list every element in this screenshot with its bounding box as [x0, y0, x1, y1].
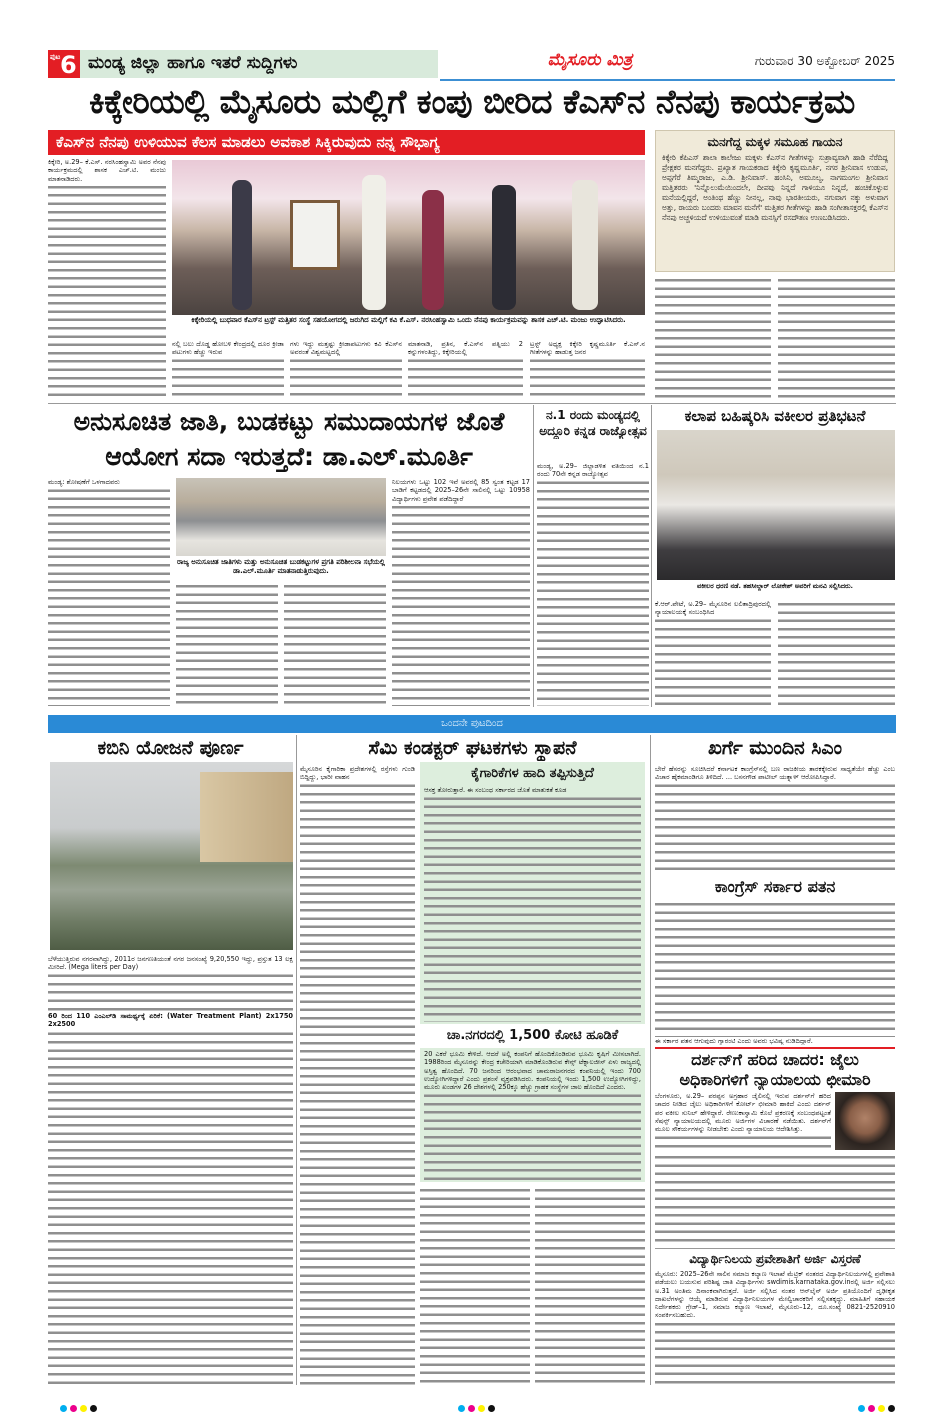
- kharge-headline: ಖರ್ಗೆ ಮುಂದಿನ ಸಿಎಂ: [707, 737, 842, 759]
- registration-dot-black: [888, 1405, 895, 1412]
- lead-column-1: ಕಿಕ್ಕೇರಿ, ಅ.29– ಕೆ.ಎಸ್. ನರಸಿಂಹಸ್ವಾಮಿ ಅವರ ನೆನಪು ಕಾರ್ಯಕ್ರಮದಲ್ಲಿ ಶಾಸಕ ಎಚ್.ಟಿ. ಮಂಜು ಮಾತನಾಡಿದರು.: [48, 158, 166, 400]
- lawyers-column-1: ಕೆ.ಆರ್.ಪೇಟೆ, ಅ.29– ಮೈಸೂರಿನ ಲಲಿತಾದ್ರಿಪುರದಲ್ಲಿ ನ್ಯಾಯಾಲಯಕ್ಕೆ ಸಂಬಂಧಿಸಿದ: [655, 600, 771, 706]
- portrait-frame: [290, 200, 340, 270]
- industry-body: ಆಸಕ್ತ ತೋರುತ್ತಾರೆ. ಈ ಸಂಬಂಧ ಸರ್ಕಾರದ ಜೊತೆ ಮಾತುಕತೆ ಕೂಡ: [424, 786, 641, 1022]
- lead-column-5: ಟ್ರಸ್ಟ್ ಅಧ್ಯಕ್ಷ ಕಿಕ್ಕೇರಿ ಕೃಷ್ಣಮೂರ್ತಿ ಕೆ.ಎಸ್.ನ ಗೀತೆಗಳನ್ನು ಹಾಡುತ್ತ ಜನರ: [530, 340, 645, 400]
- person-figure: [362, 175, 386, 310]
- industry-headline: ಕೈಗಾರಿಕೆಗಳ ಹಾದಿ ತಪ್ಪಿಸುತ್ತಿದೆ: [471, 766, 594, 781]
- lead-column-6: [655, 276, 771, 400]
- sc-headline-line1: ಅನುಸೂಚಿತ ಜಾತಿ, ಬುಡಕಟ್ಟು ಸಮುದಾಯಗಳ ಜೊತೆ: [73, 407, 505, 436]
- congress-headline: ಕಾಂಗ್ರೆಸ್ ಸರ್ಕಾರ ಪತನ: [714, 877, 836, 896]
- lead-subheadline: ಕೆಎಸ್‌ನ ನೆನಪು ಉಳಿಯುವ ಕೆಲಸ ಮಾಡಲು ಅವಕಾಶ ಸಿಕ್ಕಿರುವುದು ನನ್ನ ಸೌಭಾಗ್ಯ: [48, 130, 645, 155]
- lead-photo-caption: ಕಿಕ್ಕೇರಿಯಲ್ಲಿ ಬುಧವಾರ ಕೆಎಸ್‌ನ ಟ್ರಸ್ಟ್ ಮತ್ತಿತರ ಸಂಸ್ಥೆ ಸಹಯೋಗದಲ್ಲಿ ಜರುಗಿದ ಮಲ್ಲಿಗೆ ಕವಿ ಕೆ.ಎಸ್. ನರಸಿಂಹಸ್ವಾಮಿ ಒಂದು ನೆನಪು ಕಾರ್ಯಕ್ರಮವನ್ನು ಶಾಸಕ ಎಚ್.ಟಿ. ಮಂಜು ಉದ್ಘಾಟಿಸಿದರು.: [191, 316, 626, 324]
- newspaper-logo: ಮೈಸೂರು ಮಿತ್ರ: [547, 50, 633, 70]
- semiconductor-column: ಮೈಸೂರಿನ ಕೈಗಾರಿಕಾ ಪ್ರದೇಶಗಳಲ್ಲಿ ರಸ್ತೆಗಳು ಗುಂಡಿ ಬಿದ್ದಿದ್ದು, ಭಾರೀ ವಾಹನ: [300, 765, 415, 1385]
- lead-column-3: ಗಳು ಇದ್ದು ಮತ್ತಷ್ಟು ಕ್ರೀಡಾಪಟುಗಳು ಕವಿ ಕೆಎಸ್‌ನ ಅವರಂತೆ ವಿಶ್ವಮಟ್ಟದಲ್ಲಿ: [290, 340, 402, 400]
- sc-photo-caption: ರಾಜ್ಯ ಅನುಸೂಚಿತ ಜಾತಿಗಳು ಮತ್ತು ಅನುಸೂಚಿತ ಬುಡಕಟ್ಟುಗಳ ಪ್ರಗತಿ ಪರಿಶೀಲನಾ ಸಭೆಯಲ್ಲಿ ಡಾ.ಎಲ್.ಮೂರ್ತಿ ಮಾತನಾಡುತ್ತಿರುವುದು.: [177, 558, 385, 575]
- person-figure: [422, 190, 444, 310]
- sc-column-4: ನಿಲಯಗಳು ಒಟ್ಟು 102 ಇವೆ ಅವರಲ್ಲಿ 85 ಸ್ವಂತ ಕಟ್ಟಡ 17 ಬಾಡಿಗೆ ಕಟ್ಟಡದಲ್ಲಿ 2025–26ನೇ ಸಾಲಿನಲ್ಲಿ ಒಟ್ಟು 10958 ವಿದ್ಯಾರ್ಥಿಗಳು ಪ್ರವೇಶ ಪಡೆದಿದ್ದಾರೆ: [392, 478, 530, 706]
- divider: [655, 1248, 895, 1249]
- person-figure: [232, 180, 252, 310]
- lawyers-column-2: [778, 600, 895, 706]
- building-icon: [200, 772, 293, 862]
- sidebar-body: ಕಿಕ್ಕೇರಿ ಕೆಪಿಎಸ್ ಶಾಲಾ ಕಾಲೇಜು ಮಕ್ಕಳು ಕೆಎಸ್‌ನ ಗೀತೆಗಳನ್ನು ಸುಶ್ರಾವ್ಯವಾಗಿ ಹಾಡಿ ನೆರೆದಿದ್ದ ಪ್ರೇಕ್ಷಕರ ಮನಗೆದ್ದರು. ಪ್ರಖ್ಯಾತ ಗಾಯಕರಾದ ಕಿಕ್ಕೇರಿ ಕೃಷ್ಣಮೂರ್ತಿ, ನಗರ ಶ್ರೀನಿವಾಸ ಉಡುಪ, ಅಪ್ಪಗೆರೆ ತಿಮ್ಮರಾಜು, ಎ.ಡಿ. ಶ್ರೀನಿವಾಸ್. ಹಂಸಿನಿ, ಅಮೂಲ್ಯ, ನಾಗಮಂಗಲ ಶ್ರೀನಿವಾಸ ಮತ್ತಿತರರು 'ನಿನ್ನೊಲುಮೆಯಿಂದಲೇ, ದೀಪವು ನಿನ್ನದೆ ಗಾಳಿಯೂ ನಿನ್ನದೆ, ಹಂಚಿಕೊಳ್ಳುವ ಮನೆಯಲ್ಲಿದ್ದರೆ, ಅಂತಿಂಥ ಹೆಣ್ಣು ನೀನಲ್ಲ, ನಾವು ಭಾರತೀಯರು, ನಗುವಾಗ ನಕ್ಕು ಅಳುವಾಗ ಅತ್ತು, ರಾಯರು ಬಂದರು ಮಾವನ ಮನೆಗೆ' ಮತ್ತಿತರ ಗೀತೆಗಳನ್ನು ಹಾಡಿ ಸಂಗೀತಾಸಕ್ತರಲ್ಲಿ ಕೆಎಸ್‌ನ ನೆನಪು ಅಚ್ಚಳಿಯದೆ ಉಳಿಯುವಂತೆ ಮಾಡಿ ಮನಸ್ಸಿಗೆ ರಸದೌತಣ ಉಣಬಡಿಸಿದರು.: [662, 153, 888, 222]
- lead-headline: ಕಿಕ್ಕೇರಿಯಲ್ಲಿ ಮೈಸೂರು ಮಲ್ಲಿಗೆ ಕಂಪು ಬೀರಿದ ಕೆಎಸ್‌ನ ನೆನಪು ಕಾರ್ಯಕ್ರಮ: [89, 82, 855, 121]
- semiconductor-column-3: [535, 1186, 645, 1385]
- chamarajanagar-body: 20 ಎಕರೆ ಭೂಮಿ ಕೇಳಿದೆ. ಆದರೆ ಅಲ್ಲಿ ಕಂಪನಿಗೆ ಹೊಂದಿಕೊಂಡಿರುವ ಭೂಮಿ ಕೃಷಿಗೆ ಮೀಸಲಾಗಿದೆ. 1988ರಿಂದ ಮೈಸೂರನ್ನು ಕೇಂದ್ರ ಕಚೇರಿಯಾಗಿ ಮಾಡಿಕೊಂಡಿರುವ ಕೇನ್ಸ್ ಟೆಕ್ನಾಲಜೀಸ್ ಏಳು ರಾಜ್ಯದಲ್ಲಿ ಅಸ್ತಿತ್ವ ಹೊಂದಿದೆ. 70 ಜನರಿಂದ ಆರಂಭವಾದ ಚಾಮರಾಜನಗರದ ಕಂಪನಿಯಲ್ಲಿ ಇಂದು 700 ಉದ್ಯೋಗಿಗಳಿದ್ದಾರೆ ಎಂದು ಪ್ರಶಂಸೆ ವ್ಯಕ್ತಪಡಿಸಿದರು. ಕಂಪನಿಯಲ್ಲಿ ಇಂದು 1,500 ಉದ್ಯೋಗಿಗಳಿದ್ದು, ಮೂರು ಖಂಡಗಳ 26 ದೇಶಗಳಲ್ಲಿ 250ಕ್ಕೂ ಹೆಚ್ಚು ಗ್ರಾಹಕ ಸಂಸ್ಥೆಗಳ ಜಾಲ ಹೊಂದಿದೆ ಎಂದರು.: [424, 1050, 641, 1180]
- sc-column-1: ಮಂಡ್ಯ: ಶೋಷಣೆಗೆ ಒಳಗಾದವರು: [48, 478, 170, 706]
- lawyers-protest-photo: [657, 430, 895, 580]
- kabini-headline: ಕಬಿನಿ ಯೋಜನೆ ಪೂರ್ಣ: [97, 737, 244, 759]
- registration-dot-black: [488, 1405, 495, 1412]
- divider: [655, 1047, 895, 1049]
- divider: [296, 735, 297, 1385]
- registration-dot-magenta: [70, 1405, 77, 1412]
- continued-from-front-band: ಒಂದನೇ ಪುಟದಿಂದ: [48, 715, 896, 733]
- person-figure: [492, 185, 516, 310]
- registration-dot-black: [90, 1405, 97, 1412]
- divider: [48, 403, 896, 404]
- lawyers-headline: ಕಲಾಪ ಬಹಿಷ್ಕರಿಸಿ ವಕೀಲರ ಪ್ರತಿಭಟನೆ: [684, 407, 866, 425]
- darshan-headline-line2: ಅಧಿಕಾರಿಗಳಿಗೆ ನ್ಯಾಯಾಲಯ ಛೀಮಾರಿ: [679, 1070, 871, 1089]
- sc-column-2: [176, 582, 278, 706]
- masthead-divider: [440, 79, 895, 81]
- lead-column-2: ನಲ್ಲಿ ಬಲು ದೊಡ್ಡ ಹೋಬಳಿ ಕೇಂದ್ರದಲ್ಲಿ ದೂರ ಕ್ರೀಡಾ ಪಟುಗಳು ಹೆಚ್ಚು ಇರುವ: [172, 340, 284, 400]
- darshan-body-cont: [655, 1153, 895, 1245]
- sidebar-box: [655, 130, 895, 272]
- kabini-body: ಬೆಳೆಯುತ್ತಿರುವ ನಗರವಾಗಿದ್ದು, 2011ರ ಜನಗಣತಿಯಂತೆ ನಗರ ಜನಸಂಖ್ಯೆ 9,20,550 ಇದ್ದು, ಪ್ರಸ್ತುತ 13 ಲಕ್ಷ ಮೀರಿದೆ. (Mega liters per Day) 60 ರಿಂದ 110 ಎಂಎಲ್‌ಡಿ ಸಾಮರ್ಥ್ಯಕ್ಕೆ ಏರಿಕೆ: (Water Treatment Plant) 2x1750 2x2500: [48, 955, 293, 1385]
- sc-meeting-photo: [176, 478, 386, 556]
- issue-date: ಗುರುವಾರ 30 ಅಕ್ಟೋಬರ್ 2025: [754, 54, 895, 68]
- lawyers-photo-caption: ವಕೀಲರ ಧರಣಿ ನಡೆ. ತಹಸೀಲ್ದಾರ್ ಲೋಕೇಶ್ ಅವರಿಗೆ ಮನವಿ ಸಲ್ಲಿಸಿದರು.: [696, 582, 854, 590]
- registration-dot-cyan: [458, 1405, 465, 1412]
- registration-dot-cyan: [858, 1405, 865, 1412]
- registration-dot-yellow: [478, 1405, 485, 1412]
- section-title: ಮಂಡ್ಯ ಜಿಲ್ಲಾ ಹಾಗೂ ಇತರೆ ಸುದ್ದಿಗಳು: [80, 50, 438, 78]
- semiconductor-column-2: [420, 1186, 530, 1385]
- person-figure: [572, 180, 598, 310]
- lead-photo-event: [172, 160, 645, 315]
- sc-headline-line2: ಆಯೋಗ ಸದಾ ಇರುತ್ತದೆ: ಡಾ.ಎಲ್.ಮೂರ್ತಿ: [105, 442, 473, 471]
- rajyotsava-headline: ನ.1 ರಂದು ಮಂಡ್ಯದಲ್ಲಿ ಅದ್ದೂರಿ ಕನ್ನಡ ರಾಜ್ಯೋತ್ಸವ: [539, 408, 647, 438]
- rajyotsava-body: ಮಂಡ್ಯ, ಅ.29– ಜಿಲ್ಲಾಡಳಿತ ವತಿಯಿಂದ ನ.1 ರಂದು 70ನೇ ಕನ್ನಡ ರಾಜ್ಯೋತ್ಸವ: [537, 462, 649, 706]
- divider: [651, 405, 652, 707]
- sc-column-3: [284, 582, 386, 706]
- sidebar-title: ಮನಗೆದ್ದ ಮಕ್ಕಳ ಸಮೂಹ ಗಾಯನ: [707, 135, 843, 149]
- divider: [533, 405, 534, 707]
- kabini-reservoir-photo: [50, 762, 293, 950]
- registration-dot-magenta: [868, 1405, 875, 1412]
- registration-dot-yellow: [80, 1405, 87, 1412]
- chamarajanagar-headline: ಚಾ.ನಗರದಲ್ಲಿ 1,500 ಕೋಟಿ ಹೂಡಿಕೆ: [446, 1028, 619, 1043]
- kharge-body: ಬೇರೆ ಹೆಸರನ್ನು ಸೂಚಿಸಿದರೆ ಕರ್ನಾಟಕ ಕಾಂಗ್ರೆಸ್‌ನಲ್ಲಿ ಬಣ ರಾಜಕೀಯ ತಾರಕಕ್ಕೇರುವ ಸಾಧ್ಯತೆಯೇ ಹೆಚ್ಚು ಎಂಬ ವಿಚಾರ ಹೈಕಮಾಂಡಿಗೂ ತಿಳಿದಿದೆ. ... ಬಸನಗೌಡ ಪಾಟೀಲ್ ಯತ್ನಾಳ್ ಆರೋಪಿಸಿದ್ದಾರೆ.: [655, 765, 895, 873]
- hostel-body: ಮೈಸೂರು: 2025–26ನೇ ಸಾಲಿನ ಸಮಾಜ ಕಲ್ಯಾಣ ಇಲಾಖೆ ಮೆಟ್ರಿಕ್ ನಂತರದ ವಿದ್ಯಾರ್ಥಿನಿಲಯಗಳಲ್ಲಿ ಪ್ರವೇಶಾತಿ ಪಡೆಯಲು ಬಯಸುವ ಪರಿಶಿಷ್ಟ ಜಾತಿ ವಿದ್ಯಾರ್ಥಿಗಳು swdimis.karnataka.gov.inರಲ್ಲಿ ಅರ್ಜಿ ಸಲ್ಲಿಸಲು ಅ.31 ಅಂತಿಮ ದಿನಾಂಕವಾಗಿರುತ್ತದೆ. ಅರ್ಜಿ ಸಲ್ಲಿಸಿದ ನಂತರ ಆನ್‌ಲೈನ್ ಅರ್ಜಿ ಪ್ರತಿಯೊಂದಿಗೆ ದೃಢೀಕೃತ ದಾಖಲೆಗಳನ್ನು ಆಯ್ಕೆ ಮಾಡಿರುವ ವಿದ್ಯಾರ್ಥಿನಿಲಯಗಳ ಮೇಲ್ವಿಚಾರಕರಿಗೆ ಸಲ್ಲಿಸತಕ್ಕದ್ದು. ಮಾಹಿತಿಗೆ ಸಹಾಯಕ ನಿರ್ದೇಶಕರು ಗ್ರೇಡ್–1, ಸಮಾಜ ಕಲ್ಯಾಣ ಇಲಾಖೆ, ಮೈಸೂರು–12, ದೂ.ಸಂಖ್ಯೆ 0821-2520910 ಸಂಪರ್ಕಿಸಬಹುದು.: [655, 1270, 895, 1385]
- darshan-photo: [835, 1092, 895, 1150]
- page-number-badge: ಪುಟ 6: [48, 50, 80, 78]
- semiconductor-headline: ಸೆಮಿ ಕಂಡಕ್ಟರ್ ಘಟಕಗಳು ಸ್ಥಾಪನೆ: [368, 737, 577, 759]
- darshan-headline-line1: ದರ್ಶನ್‌ಗೆ ಹರಿದ ಚಾದರ: ಜೈಲು: [691, 1050, 859, 1069]
- hostel-headline: ವಿದ್ಯಾರ್ಥಿನಿಲಯ ಪ್ರವೇಶಾತಿಗೆ ಅರ್ಜಿ ವಿಸ್ತರಣೆ: [689, 1252, 861, 1266]
- congress-body: ಈ ಸರ್ಕಾರ ಪತನ ಆಗುವುದು ಗ್ಯಾರಂಟಿ ಎಂದು ಅವರು ಭವಿಷ್ಯ ನುಡಿದಿದ್ದಾರೆ.: [655, 900, 895, 1045]
- registration-dot-yellow: [878, 1405, 885, 1412]
- divider: [650, 735, 651, 1385]
- registration-dot-cyan: [60, 1405, 67, 1412]
- darshan-body: ಬೆಂಗಳೂರು, ಅ.29– ಪರಪ್ಪನ ಅಗ್ರಹಾರ ಜೈಲಿನಲ್ಲಿ ಇರುವ ದರ್ಶನ್‌ಗೆ ಹರಿದ ಚಾದರ ನೀಡಿದ ಜೈಲು ಅಧಿಕಾರಿಗಳಿಗೆ ಕೋರ್ಟ್ ಛೀಮಾರಿ ಹಾಕಿದೆ ಎಂದು ದರ್ಶನ್ ಪರ ವಕೀಲ ಸುನಿಲ್ ಹೇಳಿದ್ದಾರೆ. ರೇಣುಕಾಸ್ವಾಮಿ ಕೊಲೆ ಪ್ರಕರಣಕ್ಕೆ ಸಂಬಂಧಪಟ್ಟಂತೆ ಸೆಷನ್ಸ್ ನ್ಯಾಯಾಲಯದಲ್ಲಿ ಮೂರು ಅರ್ಜಿಗಳ ವಿಚಾರಣೆ ನಡೆಯಿತು. ದರ್ಶನ್‌ಗೆ ಮೂಲ ಸೌಕರ್ಯಗಳನ್ನು ನೀಡಬೇಕು ಎಂದು ನ್ಯಾಯಾಲಯ ಆದೇಶಿಸಿತ್ತು.: [655, 1092, 831, 1152]
- registration-dot-magenta: [468, 1405, 475, 1412]
- lead-column-4: ಮಾತನಾಡಿ, ಪ್ರತಿನ, ಕೆ.ಎಸ್‌ನ ಪತ್ನಿಯು 2 ಕನ್ನುಗಳಂತಿದ್ದು, ಕಿಕ್ಕೇರಿಯಲ್ಲಿ: [408, 340, 523, 400]
- lead-column-7: [778, 276, 895, 400]
